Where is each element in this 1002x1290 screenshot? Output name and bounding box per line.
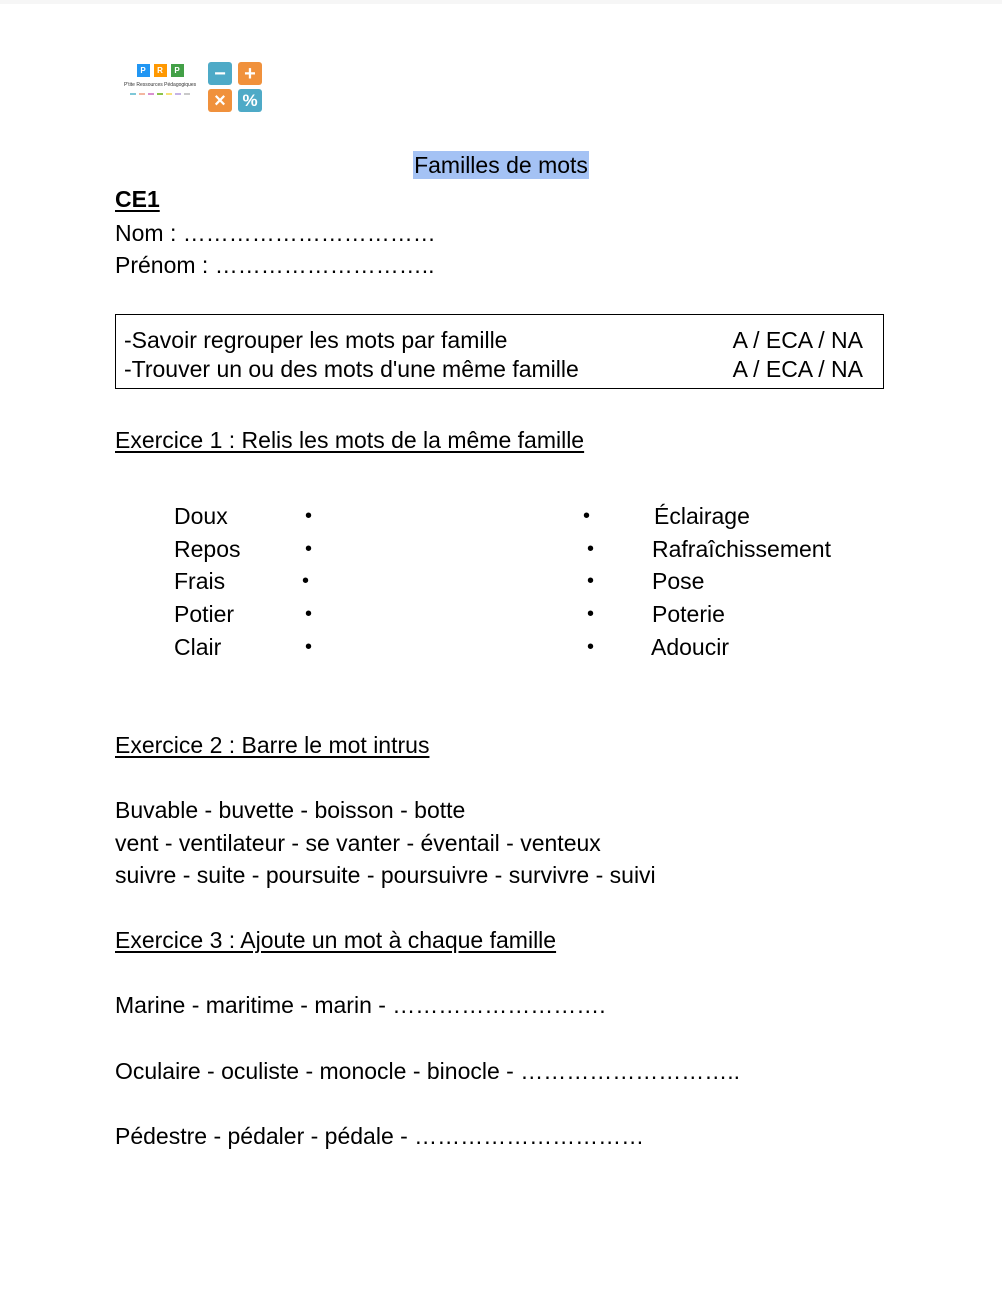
exercise-3-line: Oculaire - oculiste - monocle - binocle - ……………………….. xyxy=(115,1058,740,1084)
page-title-container xyxy=(0,152,1002,179)
left-bullet-point[interactable]: • xyxy=(305,603,313,625)
exercise-2-line: suivre - suite - poursuite - poursuivre - survivre - suivi xyxy=(115,862,656,888)
right-word: Adoucir xyxy=(651,634,729,660)
minus-icon: − xyxy=(208,62,232,85)
left-word: Repos xyxy=(174,536,241,562)
page-top-edge xyxy=(0,0,1002,4)
exercise-2-title: Exercice 2 : Barre le mot intrus xyxy=(115,732,430,758)
competence-text: -Trouver un ou des mots d'une même famille xyxy=(124,356,579,382)
exercise-3-line: Marine - maritime - marin - ………………………. xyxy=(115,992,606,1018)
right-word: Rafraîchissement xyxy=(652,536,831,562)
percent-icon: % xyxy=(238,89,262,112)
competence-grade: A / ECA / NA xyxy=(732,327,863,353)
competence-row xyxy=(124,358,863,381)
exercise-2-line: Buvable - buvette - boisson - botte xyxy=(115,797,466,823)
plus-icon: + xyxy=(238,62,262,85)
competence-text: -Savoir regrouper les mots par famille xyxy=(124,327,508,353)
exercise-1-title: Exercice 1 : Relis les mots de la même famille xyxy=(115,427,585,453)
prenom-field: Prénom : ……………………….. xyxy=(115,252,435,278)
right-bullet-point[interactable]: • xyxy=(587,603,595,625)
right-bullet-point[interactable]: • xyxy=(587,570,595,592)
page-title: Familles de mots xyxy=(414,152,588,178)
competence-row xyxy=(124,329,863,352)
prp-logo-letter-p1: P xyxy=(137,64,150,77)
nom-field: Nom : …………………………… xyxy=(115,220,436,246)
prp-logo-squares xyxy=(124,64,196,77)
right-word: Éclairage xyxy=(654,503,750,529)
level-label: CE1 xyxy=(115,186,160,212)
prp-logo-dashes xyxy=(124,93,196,95)
exercise-3-line: Pédestre - pédaler - pédale - ………………………… xyxy=(115,1123,645,1149)
right-bullet-point[interactable]: • xyxy=(587,538,595,560)
left-bullet-point[interactable]: • xyxy=(305,636,313,658)
exercise-3-title: Exercice 3 : Ajoute un mot à chaque famille xyxy=(115,927,557,953)
right-bullet-point[interactable]: • xyxy=(583,505,591,527)
right-word: Pose xyxy=(652,568,705,594)
right-bullet-point[interactable]: • xyxy=(587,636,595,658)
left-bullet-point[interactable]: • xyxy=(305,538,313,560)
left-word: Clair xyxy=(174,634,222,660)
prp-logo-letter-r: R xyxy=(154,64,167,77)
multiply-icon: × xyxy=(208,89,232,112)
prp-logo-letter-p2: P xyxy=(171,64,184,77)
math-operations-logo xyxy=(208,62,263,112)
prp-logo xyxy=(124,64,196,104)
left-bullet-point[interactable]: • xyxy=(302,570,310,592)
left-word: Doux xyxy=(174,503,228,529)
right-word: Poterie xyxy=(652,601,725,627)
competence-grade: A / ECA / NA xyxy=(732,356,863,382)
left-word: Frais xyxy=(174,568,226,594)
left-bullet-point[interactable]: • xyxy=(305,505,313,527)
exercise-2-line: vent - ventilateur - se vanter - éventail - venteux xyxy=(115,830,601,856)
competences-box xyxy=(115,314,884,389)
prp-logo-tagline: P'tite Ressources Pédagogiques xyxy=(124,82,197,88)
left-word: Potier xyxy=(174,601,235,627)
